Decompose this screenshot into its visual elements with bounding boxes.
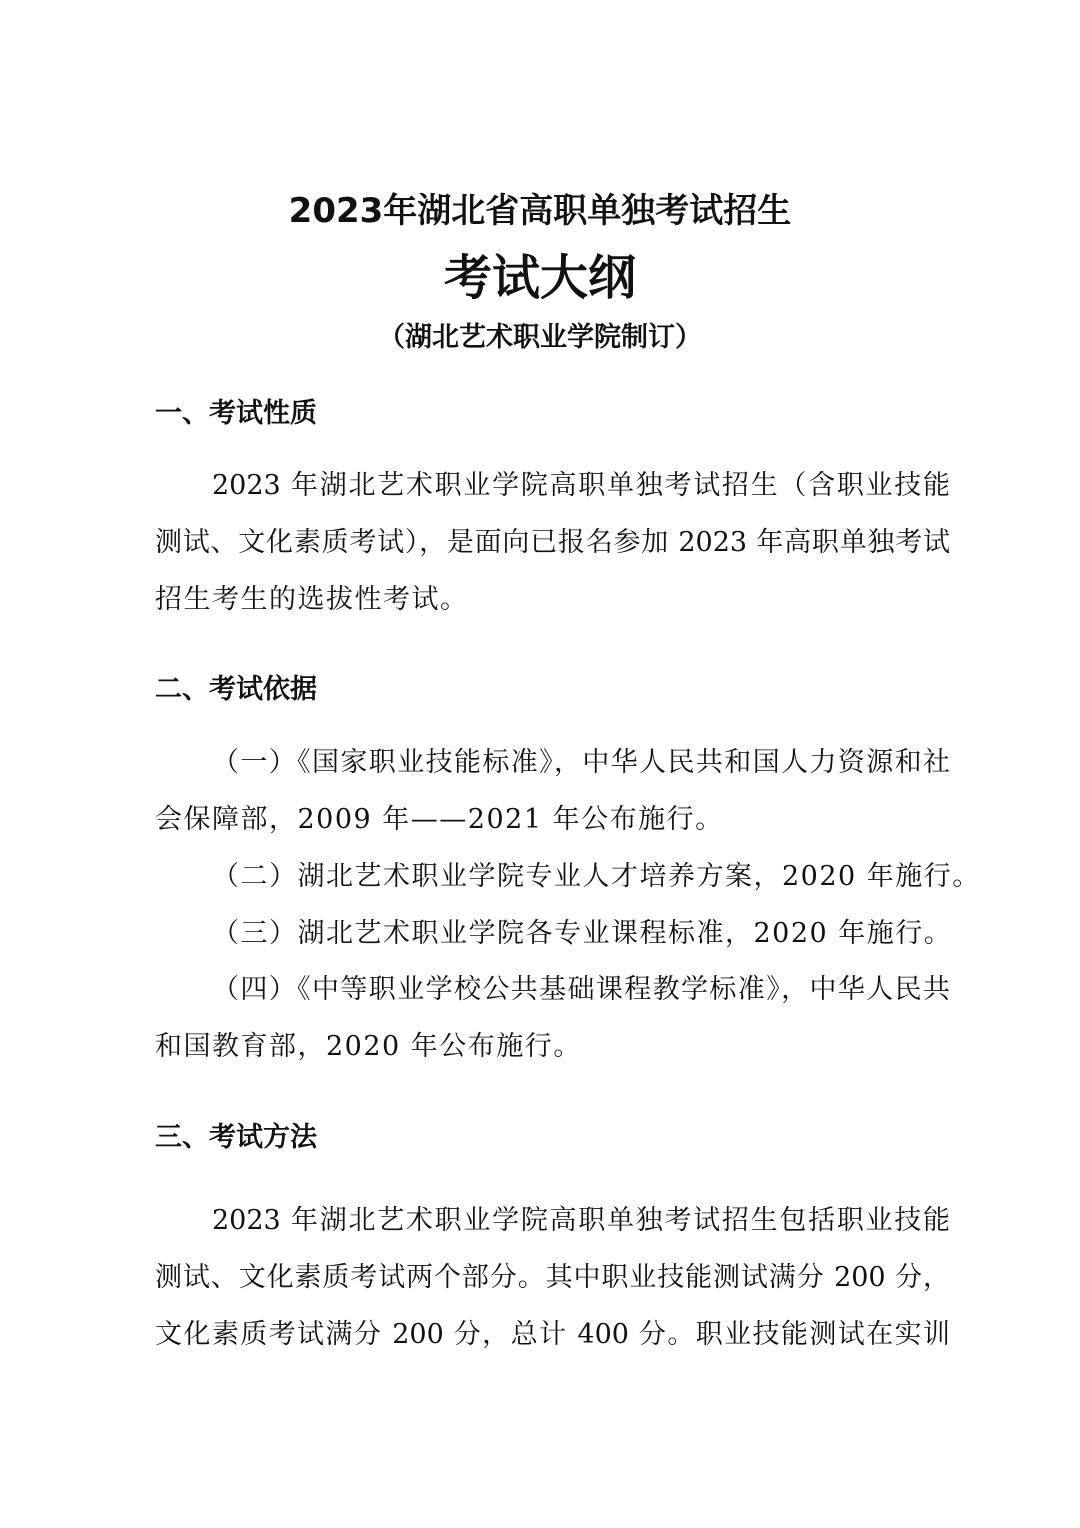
section1-paragraph-line: 2023 年湖北艺术职业学院高职单独考试招生（含职业技能: [212, 470, 950, 501]
section2-item-line: 会保障部，2009 年——2021 年公布施行。: [155, 804, 724, 835]
section3-heading: 三、考试方法: [155, 1122, 317, 1153]
section3-paragraph-line: 2023 年湖北艺术职业学院高职单独考试招生包括职业技能: [212, 1205, 950, 1236]
section1-heading: 一、考试性质: [155, 398, 317, 429]
document-subtitle-issuer: （湖北艺术职业学院制订）: [378, 322, 702, 353]
document-title-year: 2023年湖北省高职单独考试招生: [288, 191, 792, 231]
section2-item-line: 和国教育部，2020 年公布施行。: [155, 1031, 582, 1062]
section2-item-line: （二）湖北艺术职业学院专业人才培养方案，2020 年施行。: [212, 861, 981, 892]
section1-paragraph-line: 测试、文化素质考试），是面向已报名参加 2023 年高职单独考试: [155, 527, 950, 558]
section3-paragraph-line: 测试、文化素质考试两个部分。其中职业技能测试满分 200 分，: [155, 1262, 950, 1293]
section3-paragraph-line: 文化素质考试满分 200 分，总计 400 分。职业技能测试在实训: [155, 1319, 950, 1350]
section2-item-line: （一）《国家职业技能标准》，中华人民共和国人力资源和社: [212, 747, 950, 778]
section2-item-line: （四）《中等职业学校公共基础课程教学标准》，中华人民共: [212, 974, 950, 1005]
section1-paragraph-line: 招生考生的选拔性考试。: [155, 584, 469, 615]
section2-item-line: （三）湖北艺术职业学院各专业课程标准，2020 年施行。: [212, 918, 953, 949]
section2-heading: 二、考试依据: [155, 674, 317, 705]
document-title-main: 考试大纲: [443, 250, 636, 306]
